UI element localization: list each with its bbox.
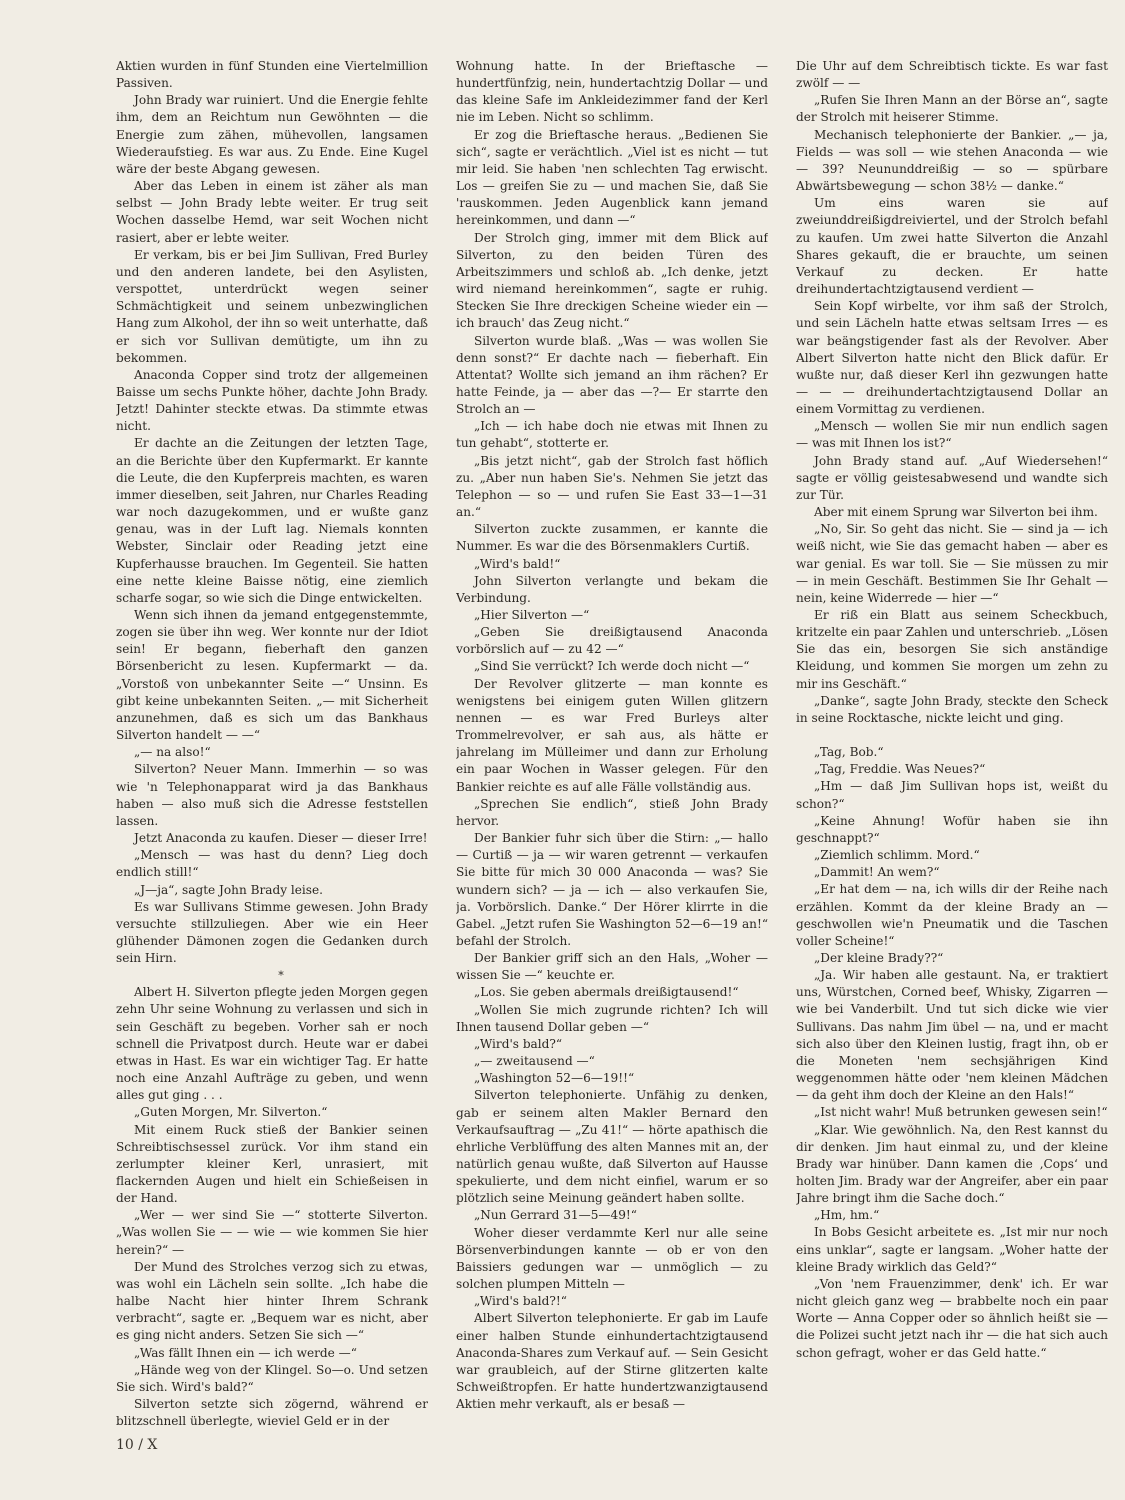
paragraph: Albert H. Silverton pflegte jeden Morgen gegen zehn Uhr seine Wohnung zu verlassen und sich in sein Geschäft zu begeben. Vorher sah er noch schnell die Privatpost durch. Heute war er dabei etwas in Hast. Es war ein wichtiger Tag. Er hatte noch eine Anzahl Aufträge zu geben, und wenn alles gut ging . . . — [116, 985, 428, 1103]
paragraph: Wenn sich ihnen da jemand entgegenstemmte, zogen sie über ihn weg. Wer konnte nur der Idiot sein! Er begann, fieberhaft den ganzen Börsenbericht zu lesen. Kupfermarkt — da. „Vorstoß von unbekannter Seite —“ Unsinn. Es gibt keine unbekannten Seiten. „— mit Sicherheit anzunehmen, daß es sich um das Bankhaus Silverton handelt — —“ — [116, 608, 428, 743]
paragraph: Er verkam, bis er bei Jim Sullivan, Fred Burley und den anderen landete, bei den Asylisten, verspottet, unterdrückt wegen seiner Schmächtigkeit und seinem unbezwinglichen Hang zum Alkohol, der ihn so weit unterhatte, daß er sich vor Sullivan demütigte, um ihn zu bekommen. — [116, 247, 428, 365]
magazine-page — [116, 58, 1108, 1448]
paragraph: Anaconda Copper sind trotz der allgemeinen Baisse um sechs Punkte höher, dachte John Brady. Jetzt! Dahinter steckte etwas. Da stimmte etwas nicht. — [116, 367, 428, 434]
paragraph: Er zog die Brieftasche heraus. „Bedienen Sie sich“, sagte er verächtlich. „Viel ist es nicht — tut mir leid. Sie haben 'nen schlechten Tag erwischt. Los — greifen Sie zu — und machen Sie, daß Sie 'rauskommen. Jeden Augenblick kann jemand hereinkommen, und dann —“ — [456, 127, 768, 228]
paragraph: „Danke“, sagte John Brady, steckte den Scheck in seine Rocktasche, nickte leicht und ging. — [796, 693, 1108, 725]
paragraph: „Guten Morgen, Mr. Silverton.“ — [134, 1105, 328, 1120]
paragraph: Mit einem Ruck stieß der Bankier seinen Schreibtischsessel zurück. Vor ihm stand ein zerlumpter kleiner Kerl, unrasiert, mit flackernden Augen und hielt ein Schießeisen in der Hand. — [116, 1122, 428, 1206]
paragraph: „Wird's bald!“ — [474, 556, 561, 571]
paragraph: „Sind Sie verrückt? Ich werde doch nicht —“ — [474, 659, 750, 674]
paragraph: „Mensch — wollen Sie mir nun endlich sagen — was mit Ihnen los ist?“ — [796, 419, 1108, 451]
paragraph: „Wird's bald?“ — [474, 1036, 563, 1051]
paragraph: Der Strolch ging, immer mit dem Blick auf Silverton, zu den beiden Türen des Arbeitszimmers und schloß ab. „Ich denke, jetzt wird niemand hereinkommen“, sagte er ruhig. Stecken Sie Ihre dreckigen Scheine wieder ein — ich brauch' das Zeug nicht.“ — [456, 230, 768, 331]
paragraph: „Der kleine Brady??“ — [814, 950, 944, 965]
paragraph: Er dachte an die Zeitungen der letzten Tage, an die Berichte über den Kupfermarkt. Er kannte die Leute, die den Kupferpreis machten, es waren immer dieselben, seit Jahren, nur Charles Reading war noch dazugekommen, und er wußte ganz genau, was in der Luft lag. Niemals konnten Webster, Sinclair oder Reading jetzt eine Kupferhausse brauchen. Im Gegenteil. Sie hatten eine nette kleine Baisse nötig, eine ziemlich scharfe sogar, so wie sich die Dinge entwickelten. — [116, 436, 428, 605]
paragraph: „Hm, hm.“ — [814, 1208, 880, 1223]
paragraph: „No, Sir. So geht das nicht. Sie — sind ja — ich weiß nicht, wie Sie das gemacht haben — aber es war genial. Es war toll. Sie — Sie müssen zu mir — in mein Geschäft. Bestimmen Sie Ihr Gehalt — nein, keine Widerrede — hier —“ — [796, 522, 1108, 605]
paragraph: „Wer — wer sind Sie —“ stotterte Silverton. „Was wollen Sie — — wie — wie kommen Sie hier herein?“ — — [116, 1208, 428, 1257]
paragraph: Der Mund des Strolches verzog sich zu etwas, was wohl ein Lächeln sein sollte. „Ich habe die halbe Nacht hier hinter Ihrem Schrank verbracht“, sagte er. „Bequem war es nicht, aber es ging nicht anders. Setzen Sie sich —“ — [116, 1259, 428, 1343]
paragraph: Wohnung hatte. In der Brieftasche — hundertfünfzig, nein, hundertachtzig Dollar — und das kleine Safe im Ankleidezimmer fand der Kerl nie im Leben. Nicht so schlimm. — [456, 59, 768, 125]
paragraph: Silverton zuckte zusammen, er kannte die Nummer. Es war die des Börsenmaklers Curtiß. — [456, 522, 768, 554]
paragraph: „Tag, Freddie. Was Neues?“ — [814, 762, 986, 777]
paragraph: John Brady war ruiniert. Und die Energie fehlte ihm, dem an Reichtum nun Gewöhnten — die Energie zum zähen, mühevollen, langsamen Wiederaufstieg. Es war aus. Zu Ende. Eine Kugel wäre der beste Abgang gewesen. — [116, 93, 428, 176]
paragraph: „Hier Silverton —“ — [474, 608, 590, 622]
paragraph: Aktien wurden in fünf Stunden eine Viertelmillion Passiven. — [116, 59, 428, 91]
paragraph: „Ich — ich habe doch nie etwas mit Ihnen zu tun gehabt“, stotterte er. — [456, 419, 768, 451]
paragraph: „— zweitausend —“ — [474, 1054, 595, 1069]
paragraph: Albert Silverton telephonierte. Er gab im Laufe einer halben Stunde einhundertachtzigtausend Anaconda-Shares zum Verkauf auf. — Sein Gesicht war graubleich, auf der Stirne glitzerten kalte Schweißtropfen. Er hatte hundertzwanzigtausend Aktien mehr verkauft, als er besaß — — [456, 1311, 768, 1412]
page-number: 10 / X — [116, 1437, 158, 1453]
paragraph: Der Revolver glitzerte — man konnte es wenigstens bei einigem guten Willen glitzern nennen — es war Fred Burleys alter Trommelrevolver, er sah aus, als hätte er jahrelang im Mülleimer und dann zur Erholung ein paar Wochen in Wasser gelegen. Für den Bankier reichte es auf alle Fälle vollständig aus. — [456, 676, 768, 794]
paragraph: Jetzt Anaconda zu kaufen. Dieser — dieser Irre! — [134, 831, 428, 846]
paragraph: Der Bankier griff sich an den Hals, „Woher — wissen Sie —“ keuchte er. — [456, 951, 768, 983]
paragraph: „Ja. Wir haben alle gestaunt. Na, er traktiert uns, Würstchen, Corned beef, Whisky, Zigarren — wie bei Vanderbilt. Und tut sich dicke wie vier Sullivans. Das nahm Jim übel — na, und er macht sich also über den Kleinen lustig, fragt ihn, ob er die Moneten 'nem sechsjährigen Kind weggenommen hätte oder 'nem kleinen Mädchen — da geht ihm doch der Kleine an den Hals!“ — [796, 968, 1108, 1103]
paragraph: In Bobs Gesicht arbeitete es. „Ist mir nur noch eins unklar“, sagte er langsam. „Woher hatte der kleine Brady wirklich das Geld?“ — [796, 1225, 1108, 1274]
paragraph: „Bis jetzt nicht“, gab der Strolch fast höflich zu. „Aber nun haben Sie's. Nehmen Sie jetzt das Telephon — so — und rufen Sie East 33—1—31 an.“ — [456, 453, 768, 520]
paragraph: „Klar. Wie gewöhnlich. Na, den Rest kannst du dir denken. Jim haut einmal zu, und der kleine Brady war hinüber. Dann kamen die ‚Cops‘ und holten Jim. Brady war der Angreifer, aber ein paar Jahre bringt ihm die Sache doch.“ — [796, 1122, 1108, 1206]
paragraph: Aber mit einem Sprung war Silverton bei ihm. — [814, 505, 1098, 520]
paragraph: „Dammit! An wem?“ — [814, 865, 940, 880]
text-column-2 — [456, 58, 768, 1448]
paragraph: „Washington 52—6—19!!“ — [474, 1071, 635, 1086]
paragraph: „Von 'nem Frauenzimmer, denk' ich. Er war nicht gleich ganz weg — brabbelte noch ein paar Worte — Anna Copper oder so ähnlich heißt sie — die Polizei sucht jetzt nach ihr — die hat sich auch schon gefragt, woher er das Geld hatte.“ — [796, 1276, 1108, 1360]
paragraph: „Wollen Sie mich zugrunde richten? Ich will Ihnen tausend Dollar geben —“ — [456, 1002, 768, 1034]
paragraph: Er riß ein Blatt aus seinem Scheckbuch, kritzelte ein paar Zahlen und unterschrieb. „Lösen Sie das ein, besorgen Sie sich anständige Kleidung, und kommen Sie morgen um zehn zu mir ins Geschäft.“ — [796, 608, 1108, 691]
text-column-3 — [796, 58, 1108, 1448]
paragraph: Aber das Leben in einem ist zäher als man selbst — John Brady lebte weiter. Er trug seit Wochen dasselbe Hemd, war seit Wochen nicht rasiert, aber er lebte weiter. — [116, 179, 428, 245]
paragraph: „Ist nicht wahr! Muß betrunken gewesen sein!“ — [814, 1105, 1108, 1120]
section-break-asterisk: * — [278, 969, 284, 983]
paragraph: „Rufen Sie Ihren Mann an der Börse an“, sagte der Strolch mit heiserer Stimme. — [796, 93, 1108, 125]
paragraph: Silverton? Neuer Mann. Immerhin — so was wie 'n Telephonapparat wird ja das Bankhaus haben — also muß sich die Adresse feststellen lassen. — [116, 762, 428, 828]
paragraph: „Nun Gerrard 31—5—49!“ — [474, 1208, 637, 1223]
paragraph: Silverton telephonierte. Unfähig zu denken, gab er seinem alten Makler Bernard den Verkaufsauftrag — „Zu 41!“ — hörte apathisch die ehrliche Verblüffung des alten Mannes mit an, der natürlich genau wußte, daß Silverton auf Hausse spekulierte, und dem nicht einfiel, warum er so plötzlich seine Meinung geändert haben sollte. — [456, 1088, 768, 1206]
paragraph: „Ziemlich schlimm. Mord.“ — [814, 848, 980, 863]
paragraph: „Mensch — was hast du denn? Lieg doch endlich still!“ — [116, 848, 428, 880]
text-column-1 — [116, 58, 428, 1448]
paragraph: Die Uhr auf dem Schreibtisch tickte. Es war fast zwölf — — — [796, 59, 1108, 91]
paragraph: John Silverton verlangte und bekam die Verbindung. — [456, 573, 768, 605]
paragraph: „— na also!“ — [134, 745, 211, 760]
paragraph: „Wird's bald?!“ — [474, 1294, 567, 1309]
paragraph: Sein Kopf wirbelte, vor ihm saß der Strolch, und sein Lächeln hatte etwas seltsam Irres — es war beängstigender fast als der Revolver. Aber Albert Silverton hatte nicht den Blick dafür. Er wußte nur, daß dieser Kerl ihn gezwungen hatte — — — dreihundertachtzigtausend Dollar an einem Vormittag zu verdienen. — [796, 299, 1108, 417]
paragraph: „Hände weg von der Klingel. So—o. Und setzen Sie sich. Wird's bald?“ — [116, 1362, 428, 1394]
paragraph: „Geben Sie dreißigtausend Anaconda vorbörslich auf — zu 42 —“ — [456, 625, 768, 657]
paragraph: „Tag, Bob.“ — [814, 745, 884, 760]
paragraph: Woher dieser verdammte Kerl nur alle seine Börsenverbindungen kannte — ob er von den Baissiers gedungen war — unmöglich — zu solchen plumpen Mitteln — — [456, 1225, 768, 1292]
paragraph: „Hm — daß Jim Sullivan hops ist, weißt du schon?“ — [796, 779, 1108, 811]
paragraph: Es war Sullivans Stimme gewesen. John Brady versuchte stillzuliegen. Aber wie ein Heer glühender Dämonen zogen die Gedanken durch sein Hirn. — [116, 899, 428, 966]
paragraph: John Brady stand auf. „Auf Wiedersehen!“ sagte er völlig geistesabwesend und wandte sich zur Tür. — [796, 453, 1108, 502]
paragraph: Silverton setzte sich zögernd, während er blitzschnell überlegte, wieviel Geld er in der — [116, 1397, 428, 1429]
paragraph: Mechanisch telephonierte der Bankier. „— ja, Fields — was soll — wie stehen Anaconda — wie — 39? Neununddreißig — so — spürbare Abwärtsbewegung — schon 38½ — danke.“ — [796, 127, 1108, 194]
paragraph: „Was fällt Ihnen ein — ich werde —“ — [134, 1345, 357, 1360]
paragraph: „Er hat dem — na, ich wills dir der Reihe nach erzählen. Kommt da der kleine Brady an — geschwollen wie'n Pneumatik und die Taschen voller Scheine!“ — [796, 882, 1108, 948]
paragraph: „Keine Ahnung! Wofür haben sie ihn geschnappt?“ — [796, 813, 1108, 845]
paragraph: Silverton wurde blaß. „Was — was wollen Sie denn sonst?“ Er dachte nach — fieberhaft. Ein Attentat? Wollte sich jemand an ihm rächen? Er hatte Feinde, ja — aber das —?— Er starrte den Strolch an — — [456, 333, 768, 417]
paragraph: Der Bankier fuhr sich über die Stirn: „— hallo — Curtiß — ja — wir waren getrennt — verkaufen Sie bitte für mich 30 000 Anaconda — was? Sie wundern sich? — ja — ich — also verkaufen Sie, ja. Vorbörslich. Danke.“ Der Hörer klirrte in die Gabel. „Jetzt rufen Sie Washington 52—6—19 an!“ befahl der Strolch. — [456, 831, 768, 948]
paragraph: Um eins waren sie auf zweiunddreißigdreiviertel, und der Strolch befahl zu kaufen. Um zwei hatte Silverton die Anzahl Shares gekauft, die er brauchte, um seinen Verkauf zu decken. Er hatte dreihundertachtzigtausend verdient — — [796, 196, 1108, 297]
paragraph: „Los. Sie geben abermals dreißigtausend!“ — [474, 985, 739, 1000]
paragraph: „Sprechen Sie endlich“, stieß John Brady hervor. — [456, 796, 768, 828]
paragraph: „J—ja“, sagte John Brady leise. — [134, 882, 324, 897]
